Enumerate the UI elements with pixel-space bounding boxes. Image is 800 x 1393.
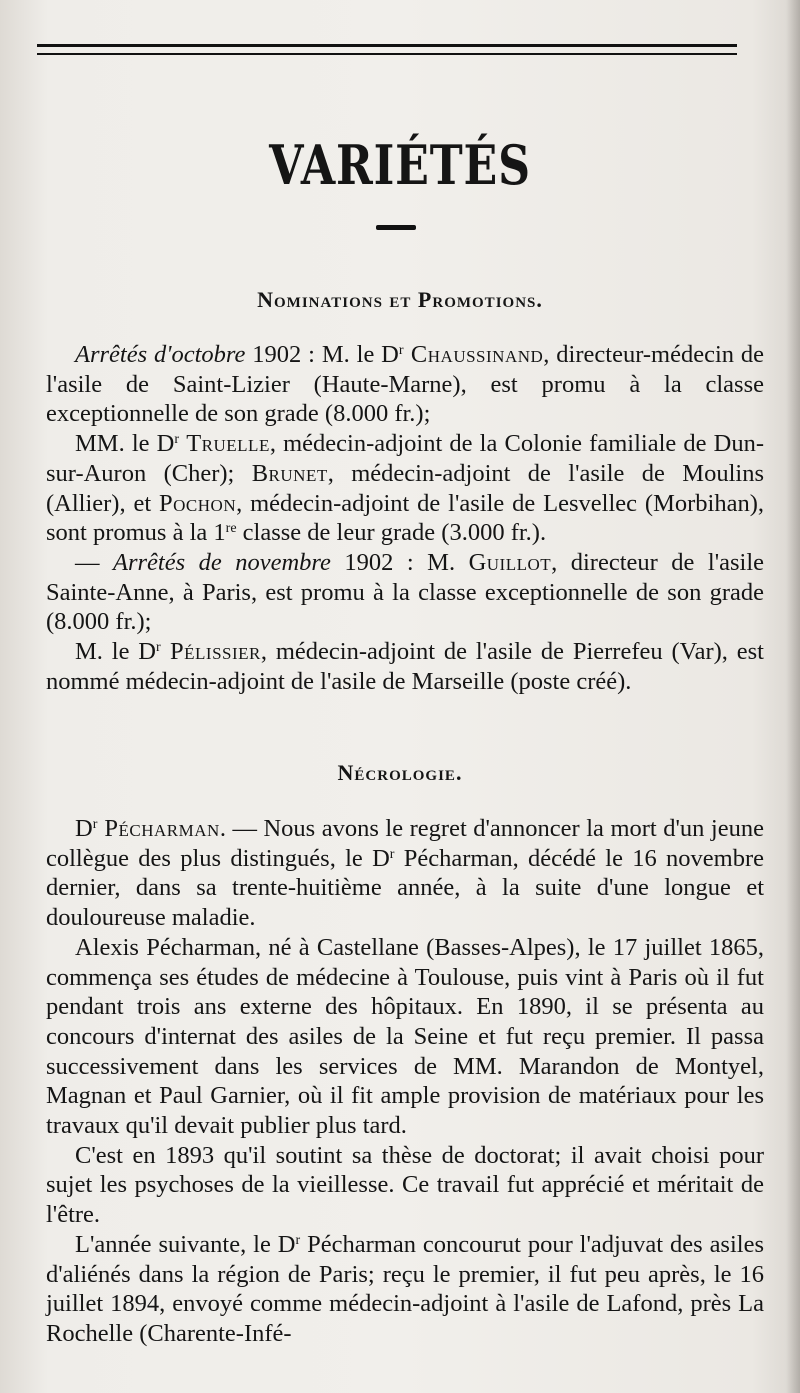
necrologie-paragraph-4: L'année suivante, le $D^r$ Pécharman concourut pour l'adjuvat des asiles d'aliénés dans la région de Paris; reçu le premier, il fut peu après, le 16 juillet 1894, envoyé comme médecin-adjoint à l'asile de Lafond, près La Rochelle (Charente-Infé- (46, 1230, 764, 1347)
page-edge-shadow (786, 0, 800, 1393)
nominations-paragraph-4: M. le $D^r$ Pélissier, médecin-adjoint de l'asile de Pierrefeu (Var), est nommé médecin-adjoint de l'asile de Marseille (poste créé). (46, 638, 764, 695)
nominations-body (46, 340, 764, 696)
nominations-paragraph-1: Arrêtés d'octobre 1902 : M. le $D^r$ Chaussinand, directeur-médecin de l'asile de Saint-Lizier (Haute-Marne), est promu à la classe exceptionnelle de son grade (8.000 fr.); (46, 341, 765, 428)
necrologie-paragraph-2: Alexis Pécharman, né à Castellane (Basses-Alpes), le 17 juillet 1865, commença ses études de médecine à Toulouse, puis vint à Paris où il fut pendant trois ans externe des hôpitaux. En 1890, il se présenta au concours d'internat des asiles de la Seine et fut reçu premier. Il passa successivement dans les services de MM. Marandon de Montyel, Magnan et Paul Garnier, où il fit ample provision de matériaux pour les travaux qu'il devait publier plus tard. (46, 933, 764, 1140)
necrologie-body (46, 814, 764, 1349)
section-heading-nominations: Nominations et Promotions. (257, 287, 543, 312)
section-heading-necrologie: Nécrologie. (337, 760, 463, 785)
title-ornament-dash (376, 225, 416, 230)
header-rule-thin (37, 53, 737, 55)
header-rule-thick (37, 44, 737, 47)
nominations-paragraph-2: MM. le $D^r$ Truelle, médecin-adjoint de la Colonie familiale de Dun-sur-Auron (Cher); Brunet, médecin-adjoint de l'asile de Moulins (Allier), et Pochon, médecin-adjoint de l'asile de Lesvellec (Morbihan), sont promus à la 1re classe de leur grade (3.000 fr.). (46, 430, 764, 547)
nominations-paragraph-3: — Arrêtés de novembre 1902 : M. Guillot, directeur de l'asile Sainte-Anne, à Paris, est promu à la classe exceptionnelle de son grade (8.000 fr.); (46, 548, 764, 636)
page-title: VARIÉTÉS (269, 133, 531, 197)
necrologie-paragraph-3: C'est en 1893 qu'il soutint sa thèse de doctorat; il avait choisi pour sujet les psychoses de la vieillesse. Ce travail fut apprécié et méritait de l'être. (46, 1141, 764, 1229)
necrologie-paragraph-1: $D^r$ Pécharman. — Nous avons le regret d'annoncer la mort d'un jeune collègue des plus distingués, le $D^r$ Pécharman, décédé le 16 novembre dernier, dans sa trente-huitième année, à la suite d'une longue et douloureuse maladie. (46, 815, 764, 932)
